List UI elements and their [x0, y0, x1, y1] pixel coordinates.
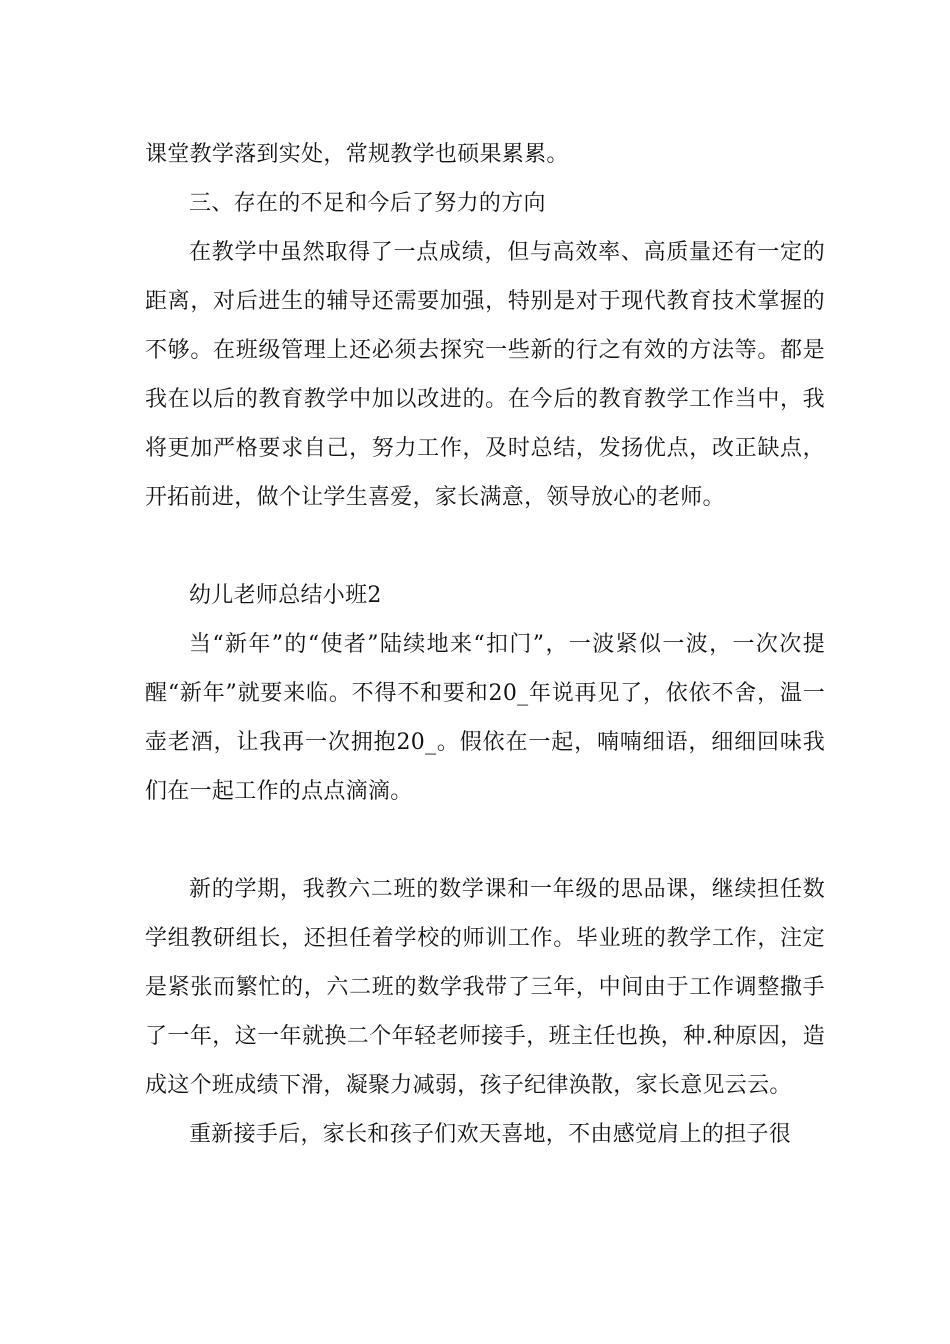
section-heading: 三、存在的不足和今后了努力的方向 — [189, 191, 546, 216]
paragraph-new-semester: 新的学期，我教六二班的数学课和一年级的思品课，继续担任数学组教研组长，还担任着学校的师训工作。毕业班的教学工作，注定是紧张而繁忙的，六二班的数学我带了三年，中间由于工作调整撒手了一年，这一年就换二个年轻老师接手，班主任也换，种.种原因，造成这个班成绩下滑，凝聚力减弱，孩子纪律涣散，家长意见云云。 — [145, 877, 825, 1098]
paragraph-new-year: 当“新年”的“使者”陆续地来“扣门”，一波紧似一波，一次次提醒“新年”就要来临。不得不和要和20_年说再见了，依依不舍，温一壶老酒，让我再一次拥抱20_。假依在一起，喃喃细语，细细回味我们在一起工作的点点滴滴。 — [145, 632, 825, 804]
blank-line — [145, 816, 825, 865]
blank-line — [145, 522, 825, 571]
paragraph-shortcomings: 在教学中虽然取得了一点成绩，但与高效率、高质量还有一定的距离，对后进生的辅导还需要加强，特别是对于现代教育技术掌握的不够。在班级管理上还必须去探究一些新的行之有效的方法等。都是我在以后的教育教学中加以改进的。在今后的教育教学工作当中，我将更加严格要求自己，努力工作，及时总结，发扬优点，改正缺点，开拓前进，做个让学生喜爱，家长满意，领导放心的老师。 — [145, 240, 825, 510]
paragraph-takeover: 重新接手后，家长和孩子们欢天喜地，不由感觉肩上的担子很 — [189, 1122, 792, 1147]
paragraph-continuation: 课堂教学落到实处，常规教学也硕果累累。 — [145, 142, 569, 167]
document-body — [145, 130, 825, 1159]
article-title: 幼儿老师总结小班2 — [189, 583, 382, 608]
